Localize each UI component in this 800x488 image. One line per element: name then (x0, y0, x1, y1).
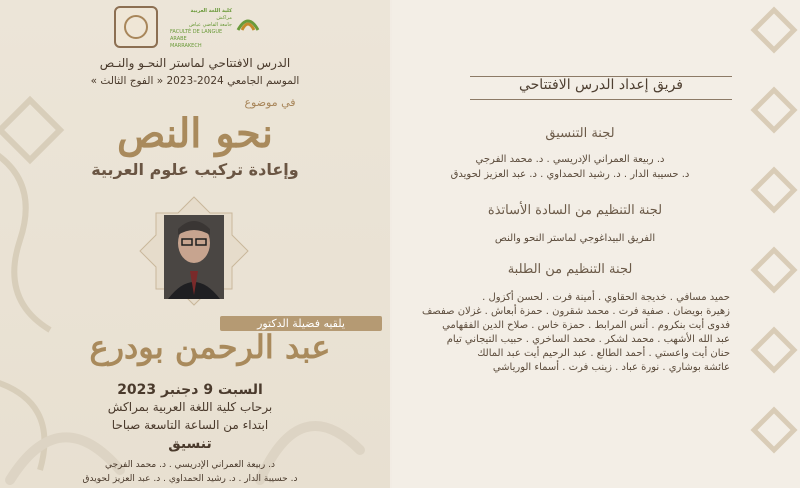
student-names-line: عبد الله الأشهب . محمد لشكر . محمد الساخري . حبيب التيجاني تيام (446, 334, 730, 345)
coordination-line2: د. حسيبة الدار . د. رشيد الحمداوي . د. عبد العزيز لحويدق (82, 474, 298, 484)
logo-line: MARRAKECH (170, 43, 202, 49)
presenter-photo-frame (138, 195, 250, 307)
student-names-line: فدوى أيت بنكروم . أنس المرابط . حمزة خاس . صلاح الدين الفقهامي (442, 320, 730, 331)
faculty-logo (170, 8, 260, 48)
coordination-title: تنسيق (168, 436, 212, 452)
student-names-line: حنان أيت واعستي . أحمد الطالع . عبد الرحيم أيت عبد المالك (477, 348, 730, 359)
section-teachers-title: لجنة التنظيم من السادة الأساتذة (487, 203, 663, 218)
coordination-line1: د. ربيعة العمراني الإدريسي . د. محمد الفرجي (104, 460, 276, 470)
heading-line1: الدرس الافتتاحي لماستر النحـو والنـص (99, 56, 291, 70)
student-names-line: زهيرة بويضان . صفية فرت . محمد شقرون . حمزة أبعاش . غزلان صفصف (421, 306, 730, 317)
event-time: ابتداء من الساعة التاسعة صباحا (111, 418, 269, 432)
event-venue: برحاب كلية اللغة العربية بمراكش (107, 400, 273, 414)
topic-main-title: نحو النص (117, 110, 273, 157)
student-names-line: حميد مسافي . خديجة الحقاوي . أمينة فرت . لحسن أكزول . (482, 292, 730, 303)
heading-line2: الموسم الجامعي 2024-2023 « الفوج الثالث » (90, 75, 300, 87)
poster-panel (0, 0, 390, 488)
organizing-team-panel (392, 0, 800, 488)
section-coordination-line2: د. حسيبة الدار . د. رشيد الحمداوي . د. عبد العزيز لحويدق (450, 169, 690, 180)
faculty-emblem-icon (236, 10, 260, 34)
logo-line: FACULTÉ DE LANGUE ARABE (170, 29, 223, 42)
student-names-line: عائشة بوشاري . نورة عباد . زينب فرت . أسماء الورياشي (492, 362, 730, 373)
section-coordination-line1: د. ربيعة العمراني الإدريسي . د. محمد الفرجي (475, 154, 665, 165)
section-coordination-title: لجنة التنسيق (545, 126, 615, 141)
section-teachers-line1: الفريق البيداغوجي لماستر النحو والنص (494, 233, 656, 244)
topic-subtitle: وإعادة تركيب علوم العربية (91, 160, 299, 179)
section-students-title: لجنة التنظيم من الطلبة (507, 262, 633, 277)
event-date: السبت 9 دجنبر 2023 (117, 382, 263, 398)
banner-title: فريق إعداد الدرس الافتتاحي (518, 77, 683, 93)
geometric-pattern-right (748, 0, 800, 488)
star-frame-shape (138, 195, 250, 307)
presenter-name: عبد الرحمن بودرع (89, 328, 331, 366)
logo-line: جامعة القاضي عياض (188, 22, 232, 28)
presenter-intro: يلقيه فضيلة الدكتور (220, 316, 382, 331)
university-emblem-logo (114, 6, 158, 48)
faculty-logo-text (170, 8, 232, 50)
logo-line: مراكش (216, 15, 232, 21)
logo-line: كلية اللغة العربية (190, 8, 232, 14)
topic-intro: في موضوع (244, 96, 296, 109)
